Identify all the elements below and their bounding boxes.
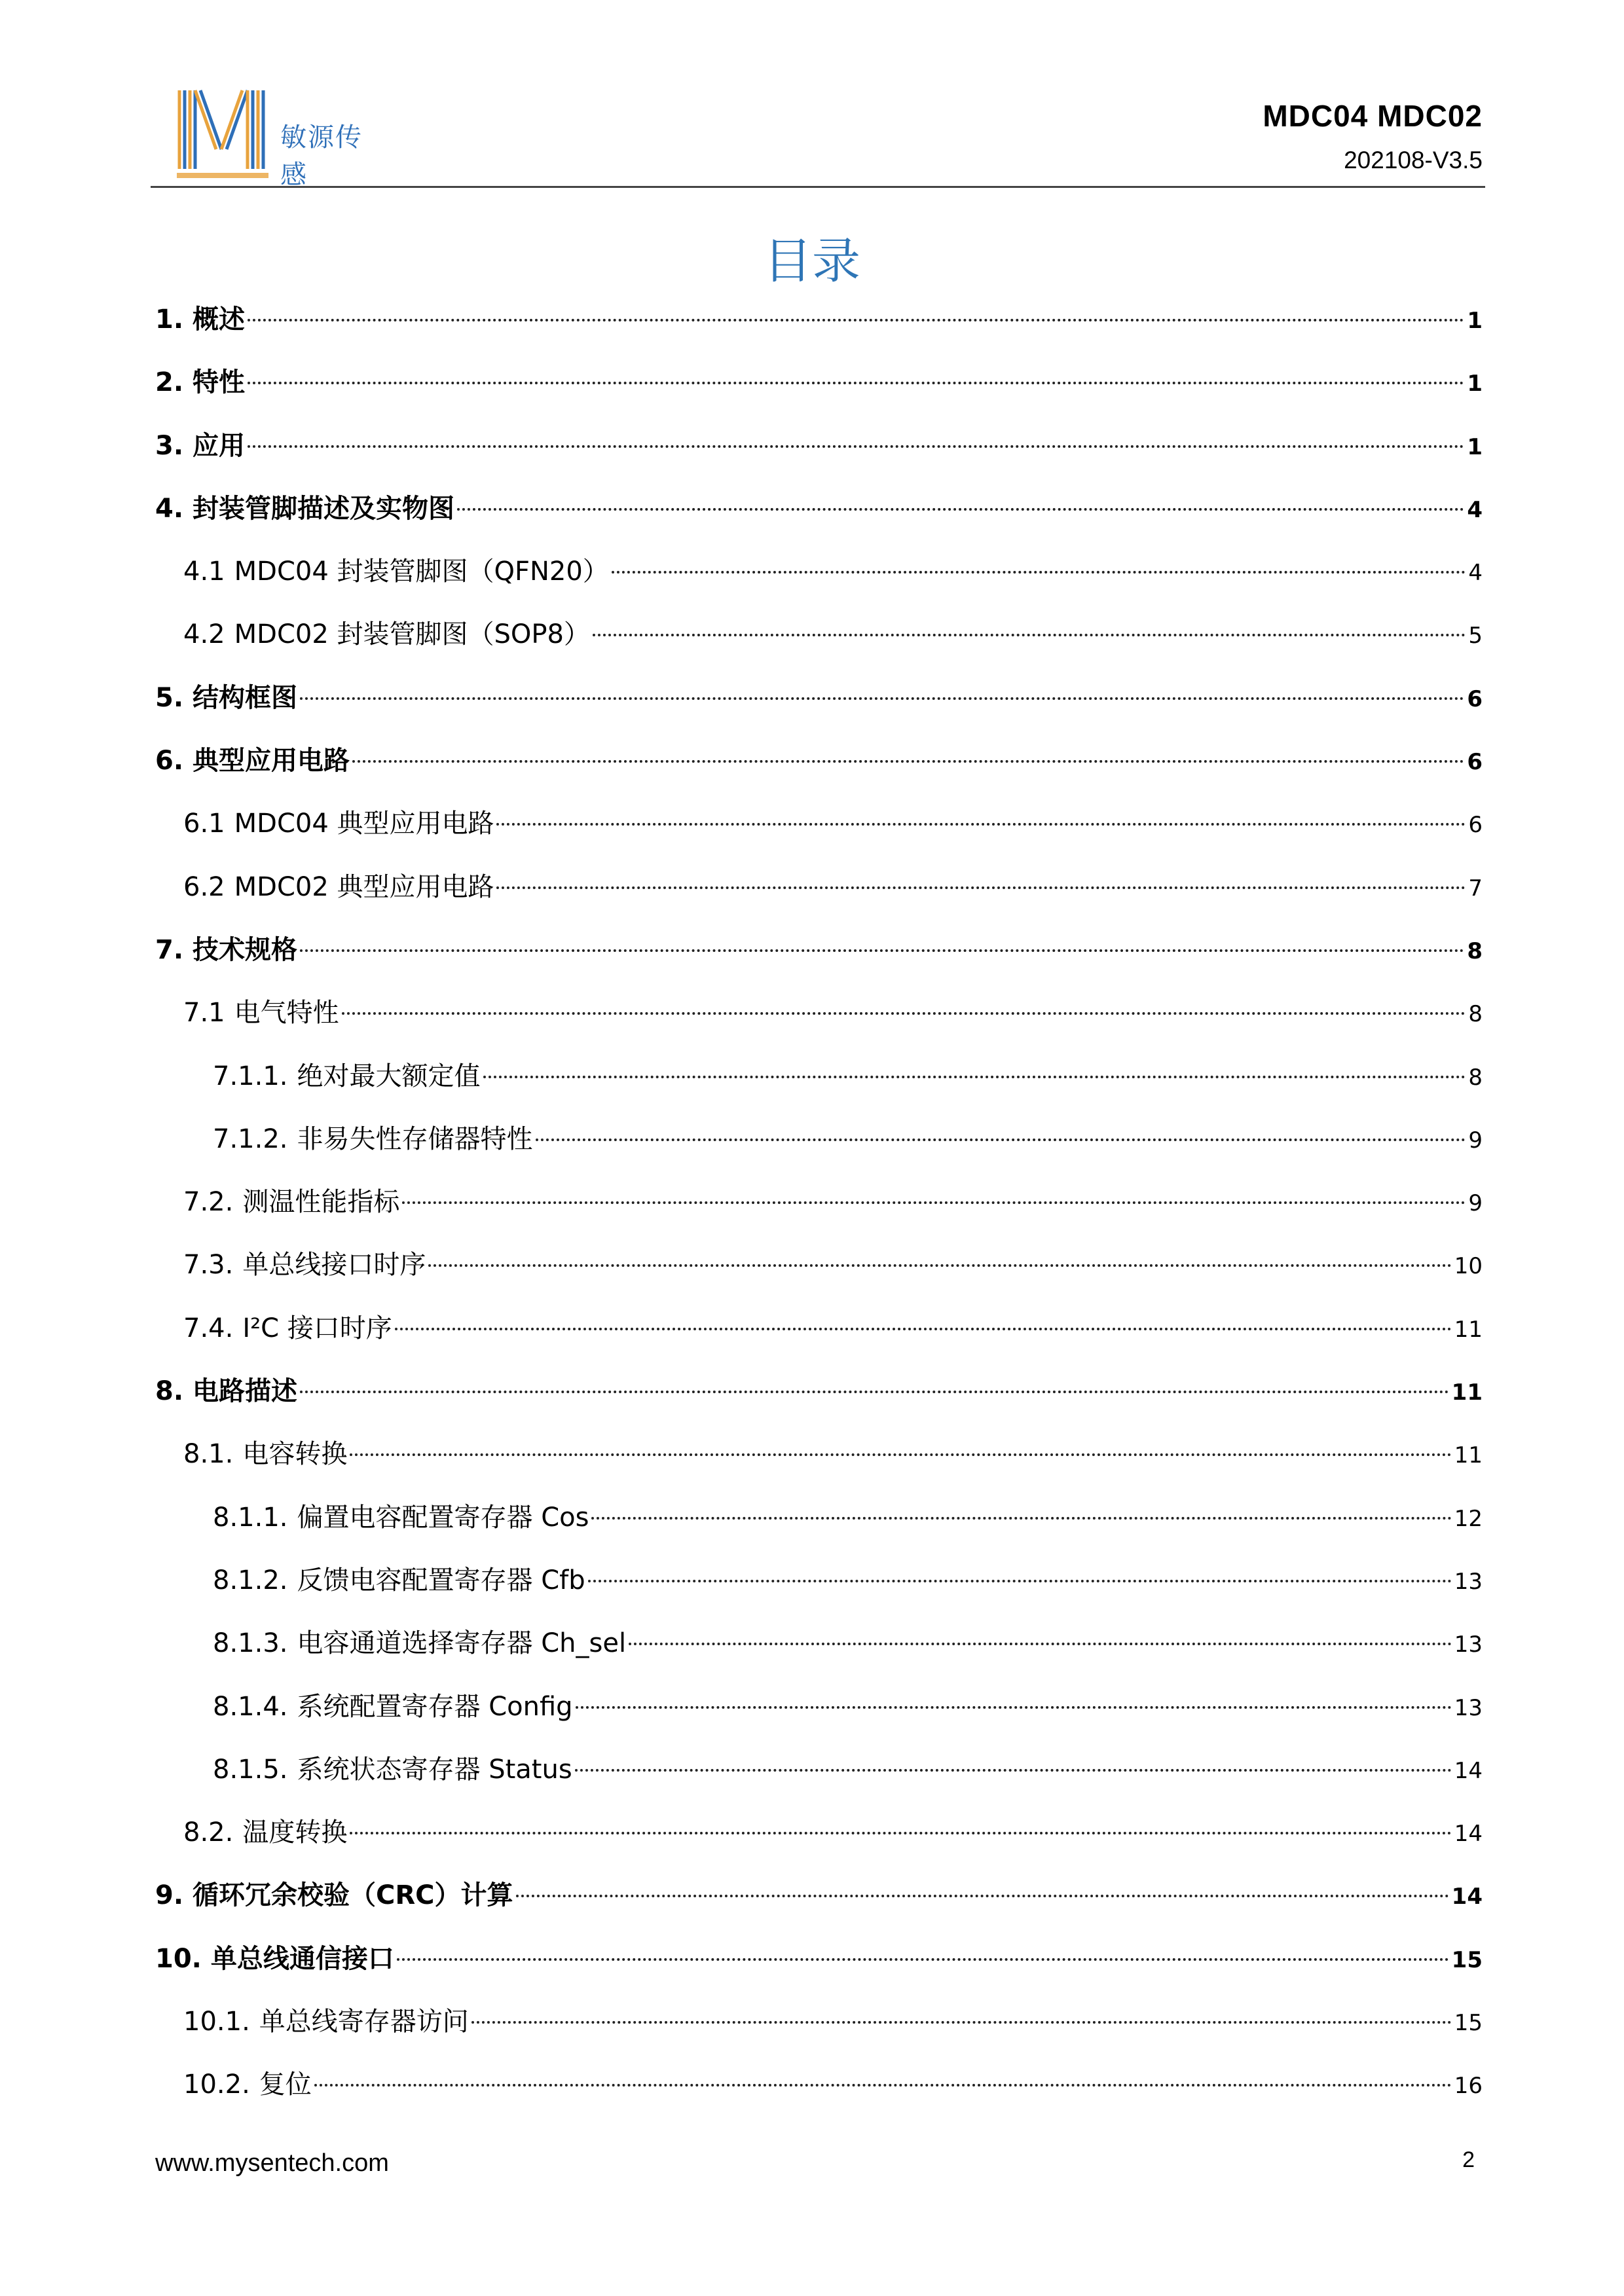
- toc-entry-page: 5: [1468, 623, 1483, 649]
- header-divider: [151, 186, 1485, 188]
- toc-entry-number: 1.: [155, 304, 184, 335]
- toc-entry-page: 11: [1451, 1379, 1483, 1406]
- toc-entry-page: 6: [1467, 749, 1483, 776]
- toc-entry-page: 14: [1454, 1821, 1483, 1848]
- toc-entry-number: 6.: [155, 746, 184, 776]
- toc-entry-page: 12: [1454, 1505, 1483, 1532]
- toc-entry-number: 8.2.: [183, 1817, 234, 1848]
- toc-entry-title: 电容转换: [242, 1439, 348, 1470]
- document-version: 202108-V3.5: [1344, 147, 1483, 173]
- toc-entry-number: 8.: [155, 1376, 184, 1407]
- toc-entry-number: 7.1.2.: [213, 1123, 288, 1154]
- toc-entry-title: MDC02 典型应用电路: [234, 871, 494, 902]
- toc-entry-title: 概述: [193, 304, 246, 335]
- toc-entry[interactable]: [155, 1171, 1483, 1233]
- toc-entry-title: 电容通道选择寄存器 Ch_sel: [297, 1628, 627, 1659]
- toc-entry-number: 10.2.: [183, 2069, 250, 2100]
- toc-entry-number: 4.: [155, 493, 184, 524]
- toc-entry-page: 13: [1454, 1568, 1483, 1595]
- toc-entry-number: 7.: [155, 934, 184, 965]
- page-number: 2: [1462, 2147, 1475, 2172]
- toc-dot-leader: [457, 508, 1464, 511]
- toc-entry-page: 14: [1454, 1757, 1483, 1784]
- toc-entry[interactable]: [155, 1045, 1483, 1108]
- toc-entry-title: 非易失性存储器特性: [297, 1123, 533, 1154]
- toc-entry[interactable]: [155, 351, 1483, 414]
- toc-entry-page: 8: [1467, 938, 1483, 964]
- toc-entry-number: 4.2: [183, 619, 225, 650]
- toc-entry-page: 15: [1451, 1946, 1483, 1973]
- logo-text: 敏源传感: [280, 122, 363, 190]
- toc-entry-page: 1: [1467, 433, 1483, 460]
- document-title: MDC04 MDC02: [1263, 99, 1483, 133]
- toc-entry-page: 10: [1454, 1253, 1483, 1280]
- toc-entry[interactable]: [155, 1864, 1483, 1927]
- table-of-contents: [155, 288, 1483, 2117]
- toc-entry-number: 7.3.: [183, 1250, 234, 1281]
- toc-entry-number: 8.1.5.: [213, 1754, 288, 1785]
- toc-entry[interactable]: [155, 792, 1483, 855]
- toc-dot-leader: [629, 1643, 1452, 1645]
- toc-entry-number: 7.1: [183, 998, 225, 1029]
- toc-dot-leader: [300, 697, 1464, 700]
- toc-dot-leader: [591, 1517, 1451, 1520]
- toc-entry-title: 特性: [193, 367, 246, 398]
- toc-entry[interactable]: [155, 540, 1483, 603]
- toc-dot-leader: [350, 1832, 1451, 1834]
- toc-entry[interactable]: [155, 981, 1483, 1044]
- toc-entry-number: 8.1.3.: [213, 1628, 288, 1659]
- toc-entry-title: MDC02 封装管脚图（SOP8）: [234, 619, 590, 650]
- toc-entry-title: 应用: [193, 430, 246, 461]
- toc-entry[interactable]: [155, 1233, 1483, 1296]
- footer-url[interactable]: www.mysentech.com: [155, 2149, 389, 2177]
- toc-dot-leader: [588, 1580, 1452, 1582]
- toc-entry-title: 系统配置寄存器 Config: [297, 1691, 573, 1722]
- toc-dot-leader: [300, 949, 1464, 952]
- toc-dot-leader: [248, 319, 1464, 321]
- toc-entry-number: 9.: [155, 1880, 184, 1911]
- toc-entry-page: 4: [1468, 560, 1483, 587]
- toc-dot-leader: [314, 2084, 1452, 2086]
- toc-entry-title: 单总线接口时序: [242, 1250, 426, 1281]
- toc-dot-leader: [612, 571, 1466, 574]
- toc-entry-title: 系统状态寄存器 Status: [297, 1754, 572, 1785]
- toc-entry-number: 7.4.: [183, 1313, 234, 1343]
- toc-entry-number: 7.1.1.: [213, 1061, 288, 1091]
- toc-entry[interactable]: [155, 1990, 1483, 2053]
- toc-entry[interactable]: [155, 919, 1483, 981]
- toc-dot-leader: [483, 1076, 1466, 1078]
- toc-entry[interactable]: [155, 729, 1483, 792]
- toc-entry[interactable]: [155, 1927, 1483, 1990]
- toc-dot-leader: [471, 2021, 1452, 2024]
- toc-entry-title: 技术规格: [193, 934, 298, 965]
- toc-dot-leader: [516, 1895, 1449, 1897]
- toc-entry[interactable]: [155, 1801, 1483, 1864]
- toc-dot-leader: [397, 1958, 1449, 1961]
- toc-entry-title: I²C 接口时序: [242, 1313, 392, 1343]
- toc-entry-title: 测温性能指标: [242, 1187, 400, 1218]
- toc-entry[interactable]: [155, 414, 1483, 477]
- toc-entry-number: 8.1.2.: [213, 1565, 288, 1595]
- toc-entry[interactable]: [155, 1423, 1483, 1485]
- toc-entry[interactable]: [155, 1549, 1483, 1612]
- toc-entry-number: 8.1.4.: [213, 1691, 288, 1722]
- toc-entry-title: 单总线寄存器访问: [259, 2007, 469, 2037]
- toc-entry[interactable]: [155, 1360, 1483, 1423]
- toc-entry-number: 10.1.: [183, 2007, 250, 2037]
- toc-entry-number: 6.2: [183, 871, 225, 902]
- toc-entry-page: 13: [1454, 1694, 1483, 1721]
- toc-entry-title: 电气特性: [234, 998, 339, 1029]
- toc-entry-title: 单总线通信接口: [210, 1943, 394, 1974]
- toc-entry-page: 6: [1467, 685, 1483, 712]
- toc-entry[interactable]: [155, 288, 1483, 351]
- toc-entry-number: 5.: [155, 682, 184, 713]
- toc-entry-page: 15: [1454, 2010, 1483, 2037]
- toc-entry-title: 结构框图: [193, 682, 298, 713]
- toc-entry-title: 反馈电容配置寄存器 Cfb: [297, 1565, 585, 1595]
- toc-entry[interactable]: [155, 1297, 1483, 1360]
- toc-entry-number: 8.1.: [183, 1439, 234, 1470]
- toc-entry-page: 8: [1468, 1064, 1483, 1091]
- toc-entry-number: 3.: [155, 430, 184, 461]
- toc-entry-page: 11: [1454, 1316, 1483, 1343]
- toc-entry-title: 封装管脚描述及实物图: [193, 493, 455, 524]
- toc-dot-leader: [402, 1201, 1466, 1204]
- toc-dot-leader: [248, 445, 1464, 448]
- toc-entry-number: 8.1.1.: [213, 1502, 288, 1533]
- toc-dot-leader: [300, 1391, 1449, 1393]
- toc-entry-title: 绝对最大额定值: [297, 1061, 481, 1091]
- toc-entry-page: 9: [1468, 1127, 1483, 1154]
- toc-entry-page: 6: [1468, 812, 1483, 839]
- toc-dot-leader: [593, 634, 1466, 636]
- toc-entry-title: 偏置电容配置寄存器 Cos: [297, 1502, 589, 1533]
- logo-mark-icon: [175, 84, 274, 182]
- toc-entry[interactable]: [155, 1108, 1483, 1171]
- toc-entry-number: 4.1: [183, 556, 225, 587]
- toc-entry[interactable]: [155, 1612, 1483, 1675]
- toc-dot-leader: [428, 1264, 1451, 1267]
- toc-dot-leader: [352, 760, 1464, 763]
- toc-dot-leader: [395, 1328, 1452, 1330]
- toc-entry-page: 1: [1467, 371, 1483, 397]
- toc-entry-page: 14: [1451, 1884, 1483, 1910]
- toc-dot-leader: [248, 382, 1464, 384]
- toc-entry-title: 复位: [259, 2069, 312, 2100]
- toc-entry-title: 电路描述: [193, 1376, 298, 1407]
- toc-dot-leader: [575, 1769, 1452, 1772]
- toc-entry-page: 7: [1468, 875, 1483, 902]
- toc-entry-title: MDC04 封装管脚图（QFN20）: [234, 556, 609, 587]
- toc-entry-title: 典型应用电路: [193, 746, 350, 776]
- toc-entry-page: 9: [1468, 1190, 1483, 1217]
- toc-dot-leader: [350, 1453, 1451, 1456]
- toc-entry-number: 6.1: [183, 809, 225, 839]
- toc-title: 目录: [764, 233, 860, 289]
- toc-entry-page: 13: [1454, 1631, 1483, 1658]
- toc-dot-leader: [342, 1012, 1466, 1015]
- toc-entry[interactable]: [155, 477, 1483, 540]
- toc-entry-page: 11: [1454, 1442, 1483, 1469]
- toc-entry-page: 4: [1467, 496, 1483, 523]
- toc-entry-number: 7.2.: [183, 1187, 234, 1218]
- toc-entry[interactable]: [155, 1675, 1483, 1738]
- toc-entry-page: 16: [1454, 2073, 1483, 2100]
- toc-dot-leader: [576, 1706, 1452, 1709]
- toc-entry-title: 温度转换: [242, 1817, 348, 1848]
- company-logo: [175, 84, 385, 190]
- toc-entry-number: 10.: [155, 1943, 202, 1974]
- toc-entry-title: MDC04 典型应用电路: [234, 809, 494, 839]
- toc-dot-leader: [496, 823, 1466, 826]
- toc-entry[interactable]: [155, 666, 1483, 729]
- toc-entry-page: 1: [1467, 308, 1483, 334]
- toc-entry[interactable]: [155, 1738, 1483, 1801]
- toc-dot-leader: [496, 886, 1466, 889]
- toc-entry[interactable]: [155, 856, 1483, 919]
- toc-entry[interactable]: [155, 603, 1483, 666]
- toc-dot-leader: [536, 1139, 1466, 1141]
- toc-entry[interactable]: [155, 1486, 1483, 1549]
- toc-entry-page: 8: [1468, 1001, 1483, 1028]
- toc-entry-title: 循环冗余校验（CRC）计算: [193, 1880, 513, 1911]
- toc-entry[interactable]: [155, 2053, 1483, 2116]
- toc-entry-number: 2.: [155, 367, 184, 398]
